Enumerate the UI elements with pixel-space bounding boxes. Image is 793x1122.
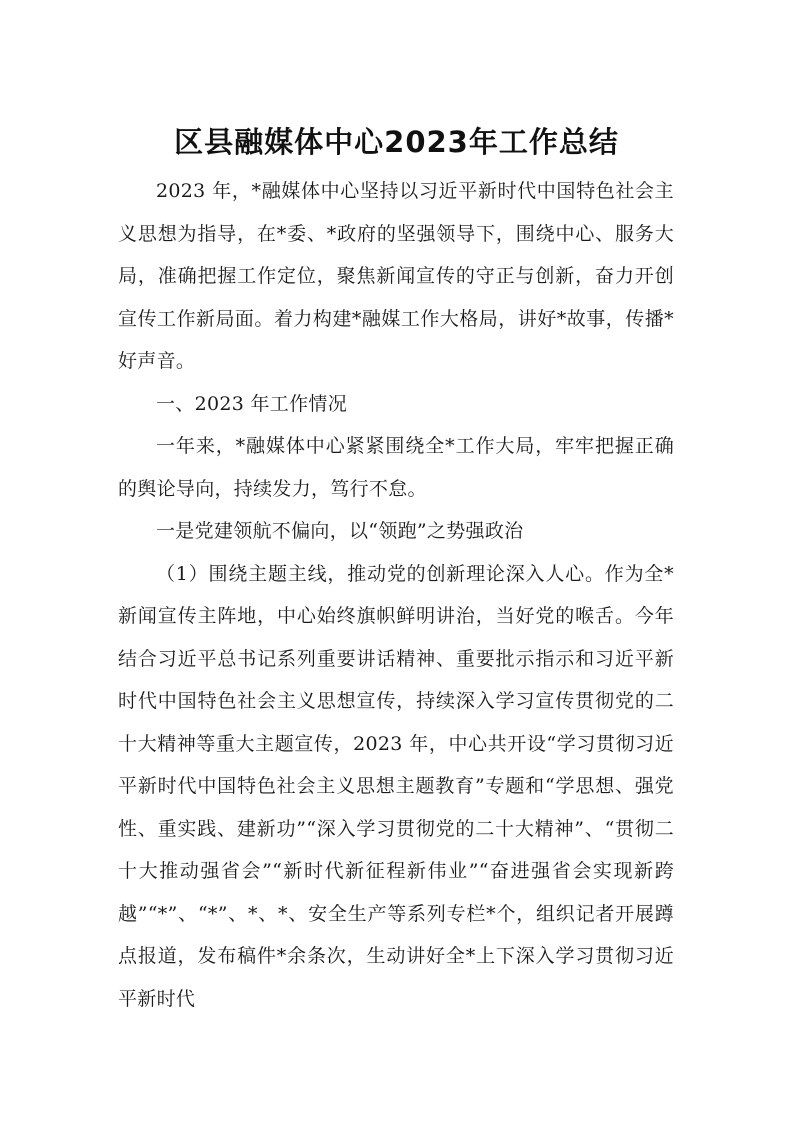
document-title: 区县融媒体中心2023年工作总结 [174, 125, 619, 159]
section-heading: 一、2023 年工作情况 [156, 392, 347, 415]
body-paragraph: （1）围绕主题主线，推动党的创新理论深入人心。作为全*新闻宣传主阵地，中心始终旗帜鲜明讲治，当好党的喉舌。今年结合习近平总书记系列重要讲话精神、重要批示指示和习近平新时代中国特色社会主义思想宣传，持续深入学习宣传贯彻党的二十大精神等重大主题宣传，2023 年，中心共开设“学习贯彻习近平新时代中国特色社会主义思想主题教育”专题和“学思想、强党性、重实践、建新功”“深入学习贯彻党的二十大精神”、“贯彻二十大推动强省会”“新时代新征程新伟业”“奋进强省会实现新跨越”“*”、“*”、*、*、安全生产等系列专栏*个，组织记者开展蹲点报道，发布稿件*余条次，生动讲好全*上下深入学习贯彻习近平新时代 [118, 562, 674, 1010]
subsection-heading: 一是党建领航不偏向，以“领跑”之势强政治 [156, 520, 524, 542]
document-body [118, 170, 674, 1020]
intro-paragraph: 2023 年，*融媒体中心坚持以习近平新时代中国特色社会主义思想为指导，在*委、*政府的坚强领导下，围绕中心、服务大局，准确把握工作定位，聚焦新闻宣传的守正与创新，奋力开创宣传工作新局面。着力构建*融媒工作大格局，讲好*故事，传播*好声音。 [118, 180, 674, 372]
overview-paragraph: 一年来，*融媒体中心紧紧围绕全*工作大局，牢牢把握正确的舆论导向，持续发力，笃行不怠。 [118, 435, 674, 500]
